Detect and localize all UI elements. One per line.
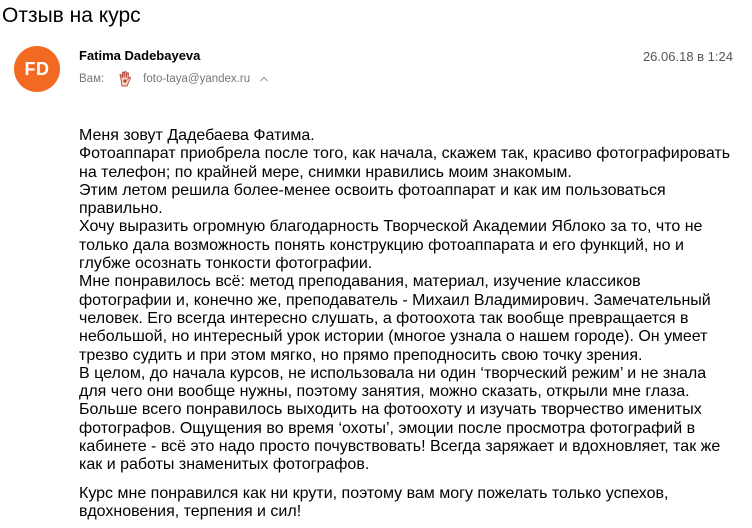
body-line: Меня зовут Дадебаева Фатима. [79, 127, 315, 144]
chevron-up-icon[interactable] [259, 74, 269, 84]
recipient-email[interactable]: foto-taya@yandex.ru [143, 73, 251, 85]
sender-name[interactable]: Fatima Dadebayeva [79, 48, 201, 63]
body-line: только дала возможность понять конструкцию фотоаппарата и его функций, но и [79, 236, 684, 254]
body-line: Этим летом решила более-менее освоить фотоаппарат и как им пользоваться [79, 181, 666, 199]
recipient-hand-avatar-icon [116, 70, 134, 88]
body-line: на телефон; по крайней мере, снимки нравились моим знакомым. [79, 163, 572, 181]
body-line: В целом, до начала курсов, не использовала ни один ‘творческий режим’ и не знала [79, 364, 707, 382]
body-line: трезво судить и при этом мягко, но прямо преподносить свою точку зрения. [79, 346, 643, 364]
body-line: небольшой, но интересный урок истории (многое узнала о нашем городе). Он умеет [79, 328, 708, 346]
recipient-label: Вам: [79, 73, 105, 85]
body-line: человек. Его всегда интересно слушать, а фотоохота так вообще превращается в [79, 309, 689, 327]
body-line: как и работы знаменитых фотографов. [79, 456, 370, 474]
body-line: кабинете - всё это надо просто почувствовать! Всегда заряжает и вдохновляет, так же [79, 438, 721, 456]
closing-line: Курс мне понравился как ни крути, поэтому вам могу пожелать только успехов, [79, 484, 669, 502]
body-line: правильно. [79, 200, 163, 218]
email-body [79, 127, 749, 521]
body-line: фотографии и, конечно же, преподаватель - Михаил Владимирович. Замечательный [79, 291, 711, 309]
sender-avatar[interactable]: FD [14, 46, 60, 92]
email-subject: Отзыв на курс [2, 4, 141, 27]
body-line: Мне понравилось всё: метод преподавания, материал, изучение классиков [79, 273, 641, 291]
body-line: фотографов. Ощущения во время ‘охоты’, эмоции после просмотра фотографий в [79, 419, 696, 437]
body-line: Больше всего понравилось выходить на фотоохоту и изучать творчество именитых [79, 401, 702, 419]
recipient-row [79, 70, 269, 88]
closing-line: вдохновения, терпения и сил! [79, 502, 302, 520]
body-line: глубже осознать тонкости фотографии. [79, 255, 373, 273]
body-line: Фотоаппарат приобрела после того, как начала, скажем так, красиво фотографировать [79, 145, 731, 163]
body-line: для чего они вообще нужны, поэтому занятия, можно сказать, открыли мне глаза. [79, 383, 690, 401]
email-date: 26.06.18 в 1:24 [642, 49, 733, 64]
body-line: Хочу выразить огромную благодарность Творческой Академии Яблоко за то, что не [79, 218, 703, 236]
